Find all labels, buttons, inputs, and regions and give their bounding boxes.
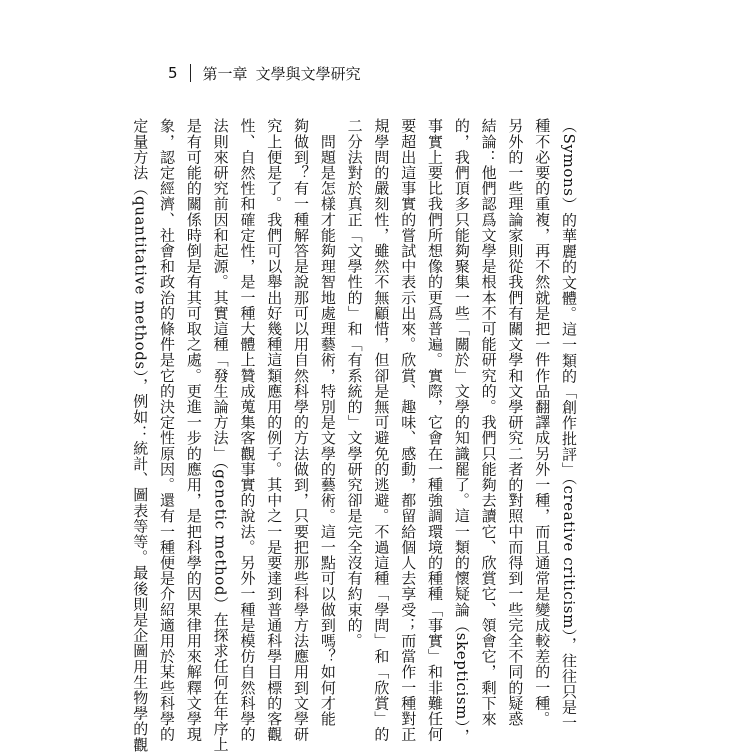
text-column: 結論：他們認爲文學是根本不可能研究的。我們只能夠去讀它、欣賞它、領會它，剩下來 xyxy=(479,118,498,727)
text-column: 性、自然性和確定性，是一種大體上贊成蒐集客觀事實的說法。另外一種是模仿自然科學的 xyxy=(238,118,257,742)
page-number: 5 xyxy=(168,64,178,82)
text-column: 規學問的嚴刻性，雖然不無顧惜，但卻是無可避免的逃避。不過這種「學問」和「欣賞」的 xyxy=(372,118,391,742)
vertical-body-text xyxy=(131,118,578,752)
text-column: 究上便是了。我們可以舉出好幾種這類應用的例子。其中之一是要達到普通科學目標的客觀 xyxy=(265,118,284,742)
chapter-label: 第一章 xyxy=(202,64,248,83)
text-column: 法則來研究前因和起源。其實這種「發生論方法」（genetic method）在探求任何在年序上 xyxy=(211,118,230,752)
text-column: （Symons）的華麗的文體。這一類的「創作批評」（creative criticism），往往只是一 xyxy=(560,118,578,731)
text-column: 事實上要比我們所想像的更爲普遍。實際，它會在一種強調環境的種種「事實」和非難任何 xyxy=(426,118,445,742)
text-column: 是有可能的關係時倒是有其可取之處。更進一步的應用，是把科學的因果律用來解釋文學現 xyxy=(184,118,203,742)
text-column: 夠做到？有一種解答是說那可以用自然科學的方法做到，只要把那些科學方法應用到文學研 xyxy=(292,118,311,742)
header-divider xyxy=(190,64,191,82)
running-header xyxy=(168,60,361,86)
text-column: 定量方法（quantitative methods），例如：統計、圖表等等。最後則是企圖用生物學的觀 xyxy=(131,118,150,752)
text-column: 要超出這事實的嘗試中表示出來。欣賞、趣味、感動，都留給個人去享受；而當作一種對正 xyxy=(399,118,418,742)
text-column: 的，我們頂多只能夠聚集一些「關於」文學的知識罷了。這一類的懷疑論（skepticism）， xyxy=(452,118,471,744)
text-column: 種不必要的重複，再不然就是把一件作品翻譯成另外一種，而且通常是變成較差的一種。 xyxy=(533,118,552,727)
text-column: 二分法對於真正「文學性的」和「有系統的」文學研究卻是完全沒有約束的。 xyxy=(345,118,364,649)
text-column: 另外的一些理論家則從我們有關文學和文學研究二者的對照中而得到一些完全不同的疑惑 xyxy=(506,118,525,727)
chapter-title: 文學與文學研究 xyxy=(255,64,361,83)
text-column: 象，認定經濟、社會和政治的條件是它的決定性原因。還有一種便是介紹適用於某些科學的 xyxy=(158,118,177,742)
text-column: 問題是怎樣才能夠理智地處理藝術，特別是文學的藝術。這一點可以做到嗎？如何才能 xyxy=(318,118,337,727)
